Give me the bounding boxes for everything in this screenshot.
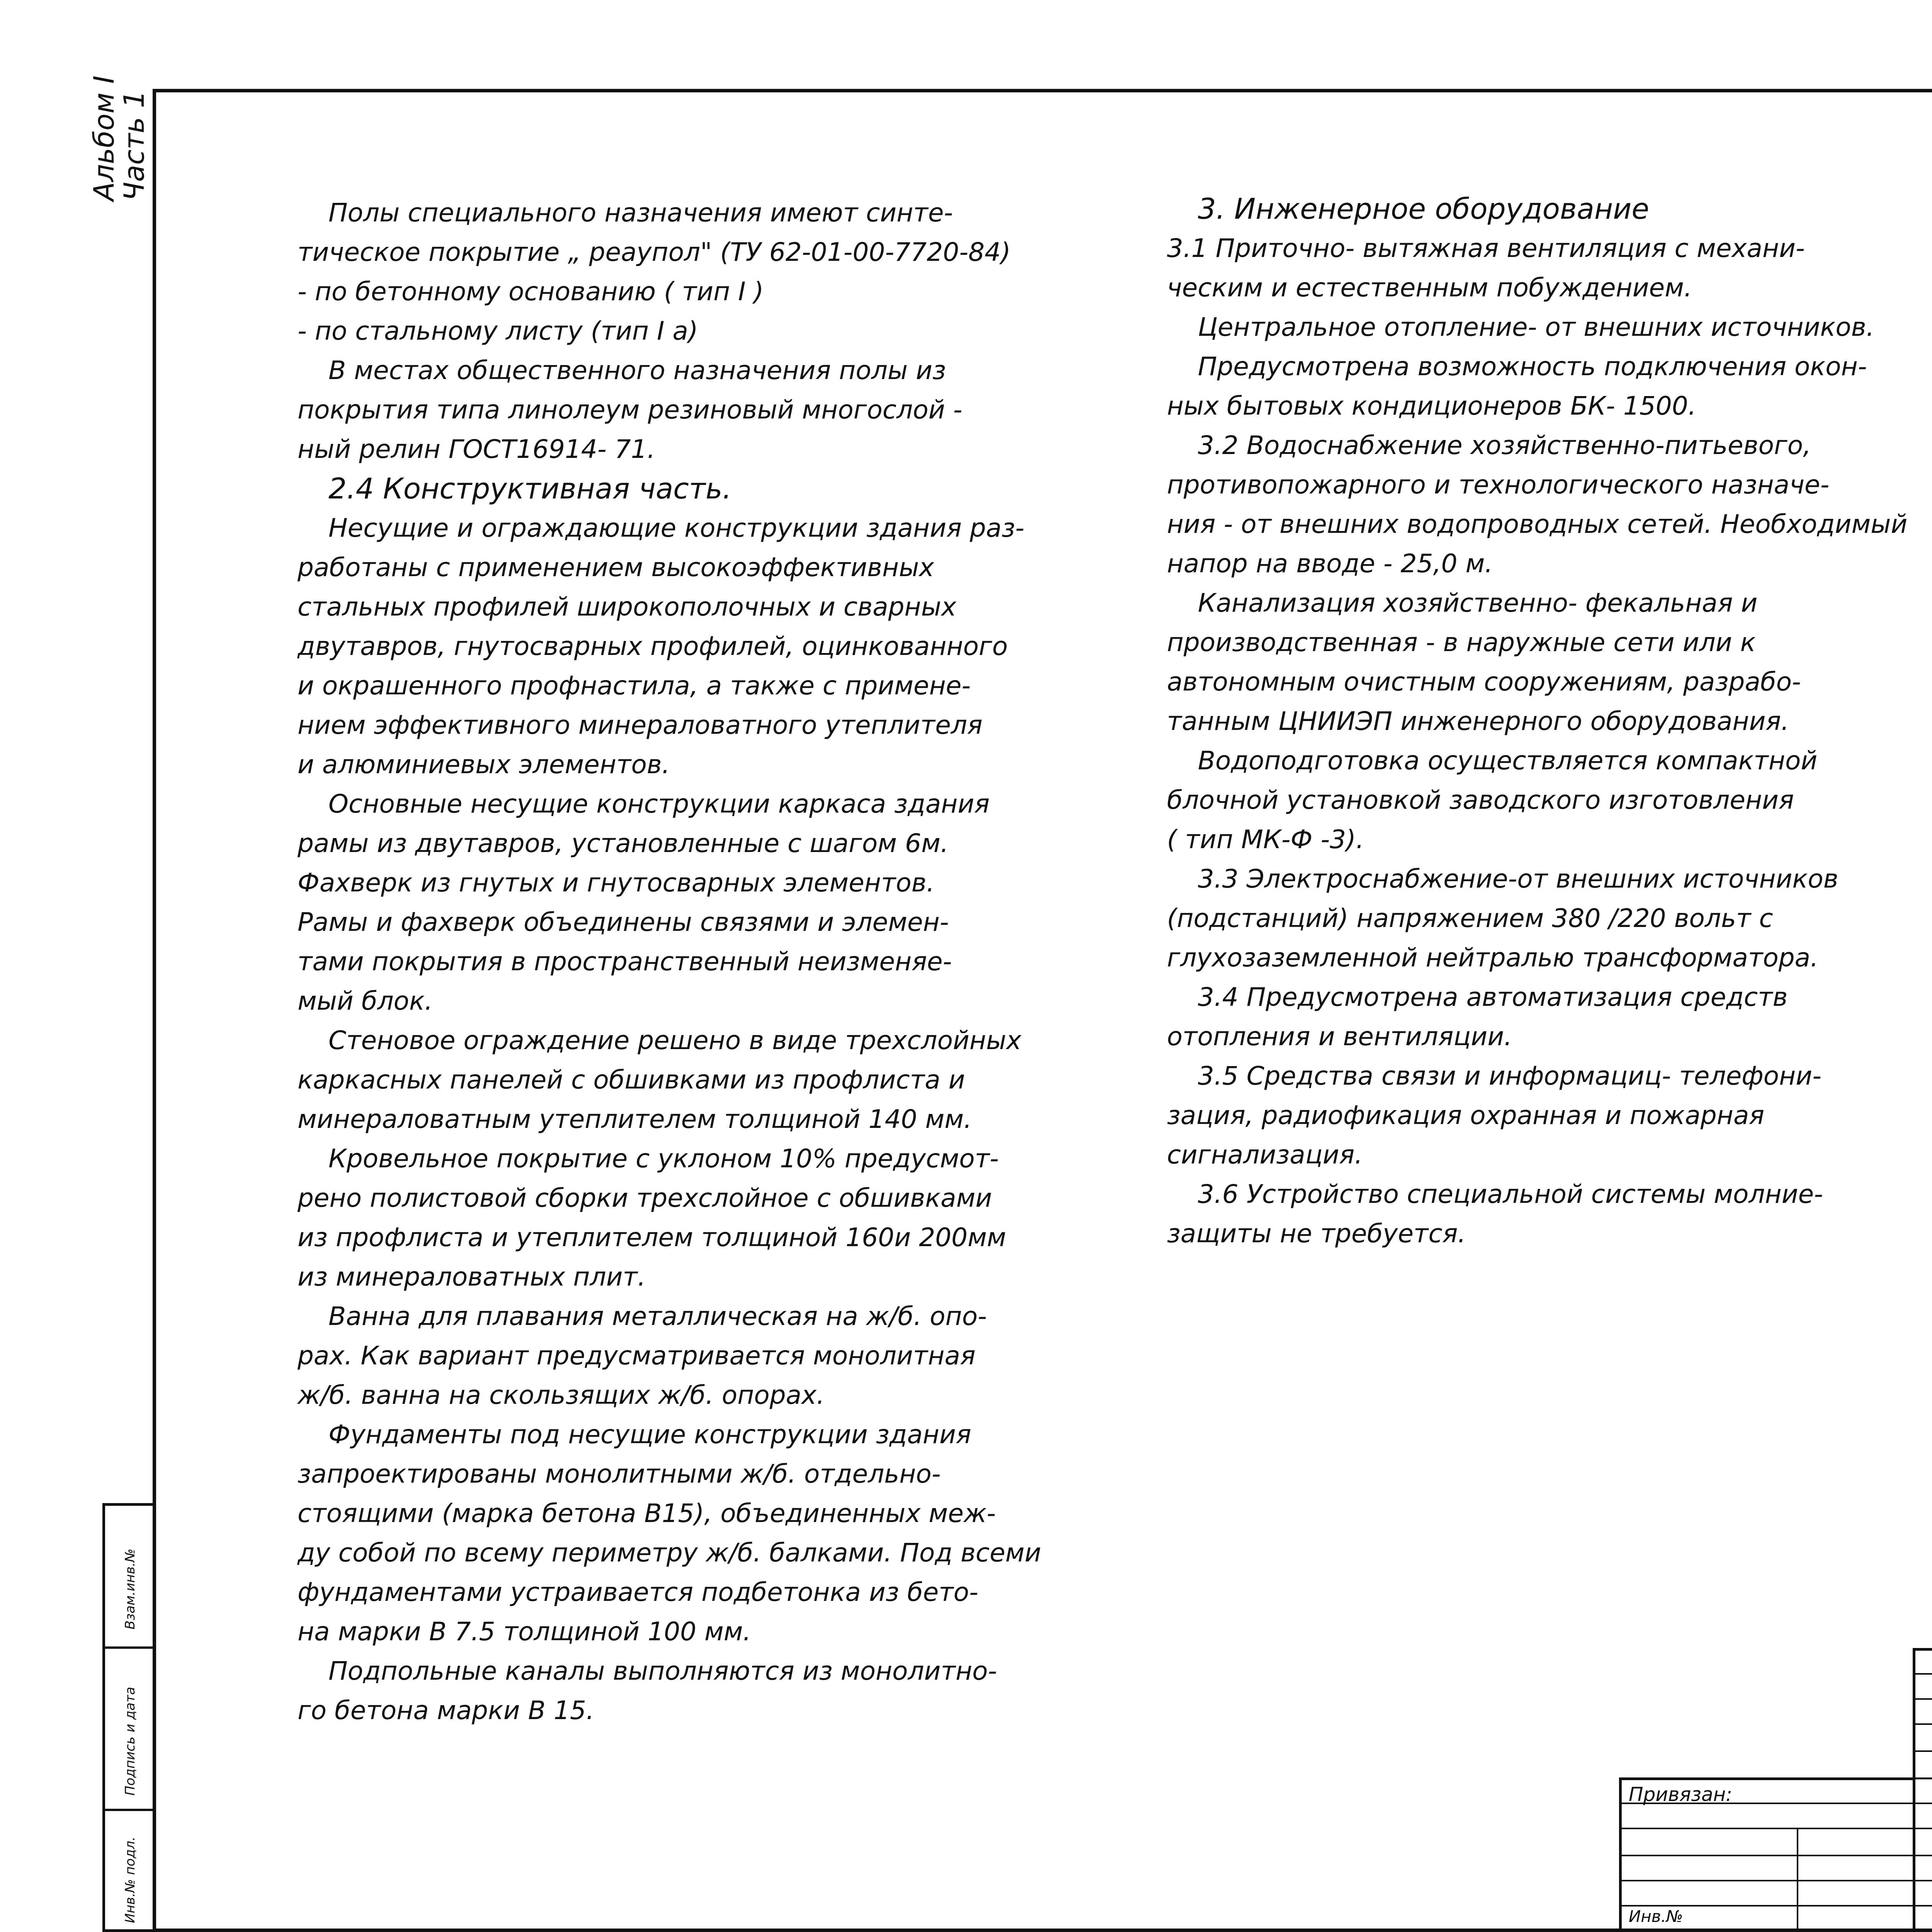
inventory-label: Инв.№ — [1629, 1907, 1683, 1926]
text-line: каркасных панелей с обшивками из профлиста и — [298, 1065, 965, 1095]
text-line: Центральное отопление- от внешних источников. — [1198, 312, 1874, 342]
text-line: запроектированы монолитными ж/б. отдельно- — [298, 1459, 941, 1489]
text-line: Основные несущие конструкции каркаса здания — [328, 789, 990, 819]
text-column-1 — [298, 193, 1041, 1730]
text-line: двутавров, гнутосварных профилей, оцинкованного — [298, 631, 1008, 661]
text-line: зация, радиофикация охранная и пожарная — [1167, 1100, 1765, 1130]
text-line: сигнализация. — [1167, 1140, 1363, 1170]
text-line: 3.2 Водоснабжение хозяйственно-питьевого, — [1198, 430, 1811, 460]
text-line: стальных профилей широкополочных и сварных — [298, 592, 956, 622]
title-block — [1619, 1648, 1932, 1932]
text-line: рах. Как вариант предусматривается монолитная — [298, 1341, 976, 1371]
text-line: 3.6 Устройство специальной системы молние- — [1198, 1179, 1823, 1209]
album-label-line: Часть 1 — [118, 90, 150, 201]
text-line: блочной установкой заводского изготовления — [1167, 785, 1794, 815]
text-line: автономным очистным сооружениям, разрабо- — [1167, 667, 1801, 697]
text-line: и окрашенного профнастила, а также с примене- — [298, 671, 971, 701]
text-line: рамы из двутавров, установленные с шагом 6м. — [298, 828, 949, 858]
text-line: 3.1 Приточно- вытяжная вентиляция с механи- — [1167, 233, 1805, 263]
text-line: работаны с применением высокоэффективных — [298, 553, 934, 582]
section-heading: 3. Инженерное оборудование — [1198, 192, 1649, 226]
attached-label: Привязан: — [1629, 1783, 1733, 1806]
text-line: минераловатным утеплителем толщиной 140 мм. — [298, 1104, 972, 1134]
text-line: Водоподготовка осуществляется компактной — [1198, 746, 1818, 776]
text-line: Стеновое ограждение решено в виде трехслойных — [328, 1026, 1022, 1055]
stamp-label: Инв.№ подл. — [122, 1837, 138, 1923]
text-line: рено полистовой сборки трехслойное с обшивками — [298, 1183, 992, 1213]
text-line: покрытия типа линолеум резиновый многослой - — [298, 395, 963, 425]
text-line: ный релин ГОСТ16914- 71. — [298, 434, 655, 464]
stamp-cell-inventory — [105, 1811, 153, 1932]
text-line: ния - от внешних водопроводных сетей. Необходимый — [1167, 509, 1908, 539]
text-line: Несущие и ограждающие конструкции здания раз- — [328, 513, 1025, 543]
stamp-label: Подпись и дата — [122, 1687, 138, 1796]
text-line: Полы специального назначения имеют синте- — [328, 198, 953, 228]
text-line: защиты не требуется. — [1167, 1219, 1466, 1248]
text-line: ных бытовых кондиционеров БК- 1500. — [1167, 391, 1696, 421]
stamp-cell-signature — [105, 1649, 153, 1811]
text-line: мый блок. — [298, 986, 433, 1016]
text-line: на марки В 7.5 толщиной 100 мм. — [298, 1617, 751, 1646]
text-column-2 — [1167, 189, 1907, 1253]
text-line: напор на вводе - 25,0 м. — [1167, 549, 1493, 578]
text-line: ческим и естественным побуждением. — [1167, 273, 1692, 303]
text-line: 3.3 Электроснабжение-от внешних источников — [1198, 864, 1838, 894]
text-line: го бетона марки В 15. — [298, 1696, 594, 1725]
text-line: и алюминиевых элементов. — [298, 750, 670, 779]
text-line: - по бетонному основанию ( тип I ) — [298, 277, 764, 306]
text-line: ж/б. ванна на скользящих ж/б. опорах. — [298, 1380, 825, 1410]
text-line: Фахверк из гнутых и гнутосварных элементов. — [298, 868, 935, 898]
text-line: 3.4 Предусмотрена автоматизация средств — [1198, 982, 1788, 1012]
text-line: глухозаземленной нейтралью трансформатора. — [1167, 943, 1819, 973]
text-line: тическое покрытие „ реаупол" (ТУ 62-01-00-7720-84) — [298, 237, 1011, 267]
section-heading: 2.4 Конструктивная часть. — [328, 472, 732, 505]
text-line: Кровельное покрытие с уклоном 10% предусмот- — [328, 1144, 999, 1173]
stamp-label: Взам.инв.№ — [122, 1548, 138, 1629]
text-line: стоящими (марка бетона В15), объединенных меж- — [298, 1498, 996, 1528]
text-line: противопожарного и технологического назначе- — [1167, 470, 1830, 500]
side-stamp — [102, 1503, 153, 1932]
album-label — [89, 75, 149, 201]
text-line: из минераловатных плит. — [298, 1262, 646, 1292]
text-line: 3.5 Средства связи и информациц- телефони- — [1198, 1061, 1821, 1091]
text-line: Фундаменты под несущие конструкции здания — [328, 1420, 971, 1449]
text-line: отопления и вентиляции. — [1167, 1022, 1512, 1051]
text-line: Рамы и фахверк объединены связями и элемен- — [298, 907, 949, 937]
text-line: Ванна для плавания металлическая на ж/б. опо- — [328, 1301, 987, 1331]
text-line: В местах общественного назначения полы из — [328, 355, 946, 385]
stamp-cell-replacement — [105, 1506, 153, 1649]
text-line: Канализация хозяйственно- фекальная и — [1198, 588, 1758, 618]
text-line: ду собой по всему периметру ж/б. балками. Под всеми — [298, 1538, 1041, 1568]
text-line: танным ЦНИИЭП инженерного оборудования. — [1167, 706, 1789, 736]
text-line: фундаментами устраивается подбетонка из бето- — [298, 1577, 978, 1607]
text-line: ( тип МК-Ф -3). — [1167, 825, 1364, 854]
text-line: тами покрытия в пространственный неизменяе- — [298, 947, 952, 976]
text-line: (подстанций) напряжением 380 /220 вольт с — [1167, 903, 1773, 933]
text-line: Подпольные каналы выполняются из монолитно- — [328, 1656, 997, 1686]
album-label-line: Альбом I — [88, 75, 120, 201]
text-line: Предусмотрена возможность подключения окон- — [1198, 352, 1867, 381]
text-line: - по стальному листу (тип I а) — [298, 316, 698, 346]
text-line: нием эффективного минераловатного утеплителя — [298, 710, 983, 740]
text-line: производственная - в наружные сети или к — [1167, 628, 1756, 657]
text-line: из профлиста и утеплителем толщиной 160и 200мм — [298, 1223, 1006, 1252]
